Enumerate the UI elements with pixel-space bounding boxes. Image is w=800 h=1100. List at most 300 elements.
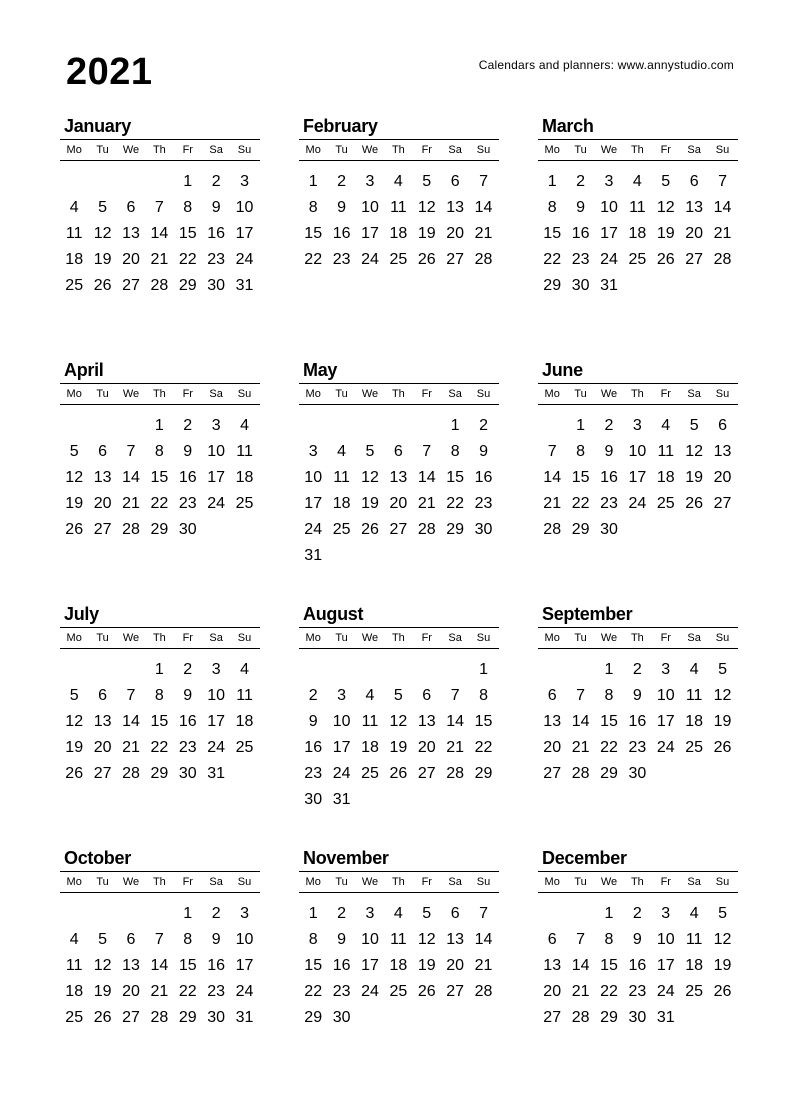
weekday-label: Su bbox=[476, 144, 491, 156]
weekday-label: Sa bbox=[209, 388, 223, 400]
weekday-label: Tu bbox=[335, 144, 348, 156]
day-cell: 18 bbox=[235, 713, 254, 730]
day-cell: 2 bbox=[632, 661, 642, 678]
day-cell: 26 bbox=[65, 521, 84, 538]
day-cell: 26 bbox=[93, 1009, 112, 1026]
day-cell: 1 bbox=[450, 417, 460, 434]
day-cell: 12 bbox=[93, 957, 112, 974]
day-cell: 13 bbox=[685, 199, 704, 216]
weekday-label: Sa bbox=[687, 876, 701, 888]
month-name: June bbox=[542, 360, 583, 380]
empty-cell bbox=[145, 901, 173, 927]
day-cell: 6 bbox=[718, 417, 727, 434]
day-cell: 8 bbox=[604, 931, 614, 948]
day-cell: 28 bbox=[713, 251, 732, 268]
weekday-label: Sa bbox=[448, 388, 462, 400]
weekday-label: We bbox=[600, 144, 618, 156]
day-cell: 14 bbox=[474, 931, 493, 948]
weekday-label: Tu bbox=[96, 632, 109, 644]
day-cell: 28 bbox=[571, 1009, 590, 1026]
weekday-label: Th bbox=[391, 632, 405, 644]
weekday-label: Sa bbox=[209, 144, 223, 156]
day-cell: 21 bbox=[713, 225, 732, 242]
month-block-july bbox=[60, 603, 260, 787]
day-cell: 3 bbox=[308, 443, 318, 460]
day-cell: 31 bbox=[332, 791, 351, 808]
day-cell: 11 bbox=[65, 957, 83, 974]
weekday-label: Mo bbox=[544, 876, 560, 888]
weekday-label: Mo bbox=[66, 388, 82, 400]
day-cell: 31 bbox=[656, 1009, 675, 1026]
day-cell: 12 bbox=[65, 469, 84, 486]
credit-text: Calendars and planners: www.annystudio.com bbox=[478, 58, 734, 72]
day-cell: 25 bbox=[235, 739, 254, 756]
weekday-label: Su bbox=[715, 144, 730, 156]
day-cell: 4 bbox=[661, 417, 671, 434]
weekday-label: We bbox=[122, 144, 140, 156]
day-cell: 29 bbox=[304, 1009, 323, 1026]
day-cell: 27 bbox=[543, 765, 562, 782]
day-cell: 28 bbox=[474, 251, 493, 268]
day-cell: 23 bbox=[628, 983, 647, 1000]
day-cell: 11 bbox=[236, 687, 253, 704]
day-cell: 18 bbox=[389, 957, 408, 974]
day-cell: 11 bbox=[685, 687, 703, 704]
weekday-label: Th bbox=[391, 388, 405, 400]
day-cell: 22 bbox=[304, 983, 323, 1000]
month-block-december bbox=[538, 847, 738, 1031]
weekday-label: Fr bbox=[660, 388, 671, 400]
day-grid bbox=[299, 901, 499, 1031]
day-cell: 5 bbox=[365, 443, 375, 460]
empty-cell bbox=[566, 901, 594, 927]
day-cell: 26 bbox=[389, 765, 408, 782]
day-cell: 13 bbox=[93, 469, 112, 486]
month-block-october bbox=[60, 847, 260, 1031]
day-cell: 17 bbox=[656, 957, 675, 974]
day-cell: 25 bbox=[389, 983, 408, 1000]
weekday-header bbox=[60, 139, 260, 161]
day-cell: 14 bbox=[474, 199, 493, 216]
day-cell: 22 bbox=[446, 495, 465, 512]
day-cell: 28 bbox=[571, 765, 590, 782]
day-cell: 9 bbox=[632, 687, 642, 704]
day-cell: 21 bbox=[446, 739, 465, 756]
day-cell: 18 bbox=[685, 713, 704, 730]
day-cell: 5 bbox=[98, 931, 108, 948]
day-cell: 18 bbox=[685, 957, 704, 974]
day-cell: 4 bbox=[240, 661, 249, 678]
day-cell: 18 bbox=[65, 983, 84, 1000]
day-cell: 4 bbox=[365, 687, 375, 704]
day-cell: 30 bbox=[332, 1009, 351, 1026]
day-cell: 19 bbox=[93, 983, 112, 1000]
day-cell: 1 bbox=[479, 661, 488, 678]
day-cell: 30 bbox=[628, 765, 647, 782]
day-cell: 21 bbox=[571, 739, 590, 756]
empty-cell bbox=[384, 413, 412, 439]
day-grid bbox=[538, 901, 738, 1031]
day-cell: 19 bbox=[389, 739, 408, 756]
day-cell: 29 bbox=[543, 277, 562, 294]
day-cell: 16 bbox=[332, 957, 351, 974]
day-cell: 28 bbox=[446, 765, 465, 782]
day-cell: 31 bbox=[304, 547, 323, 564]
day-cell: 13 bbox=[122, 957, 140, 974]
month-name: January bbox=[64, 116, 131, 136]
day-cell: 30 bbox=[474, 521, 493, 538]
day-cell: 27 bbox=[713, 495, 732, 512]
day-grid bbox=[538, 657, 738, 787]
day-grid bbox=[60, 657, 260, 787]
day-cell: 16 bbox=[304, 739, 323, 756]
day-cell: 27 bbox=[93, 765, 112, 782]
day-cell: 6 bbox=[98, 687, 108, 704]
weekday-label: Sa bbox=[209, 632, 223, 644]
day-cell: 8 bbox=[183, 931, 193, 948]
day-cell: 11 bbox=[65, 225, 83, 242]
day-cell: 26 bbox=[417, 983, 436, 1000]
month-block-september bbox=[538, 603, 738, 787]
empty-cell bbox=[538, 413, 566, 439]
day-cell: 3 bbox=[211, 417, 221, 434]
day-cell: 4 bbox=[689, 905, 699, 922]
day-cell: 5 bbox=[393, 687, 403, 704]
day-cell: 30 bbox=[628, 1009, 647, 1026]
month-name: September bbox=[542, 604, 633, 624]
day-cell: 1 bbox=[576, 417, 586, 434]
day-cell: 14 bbox=[150, 957, 169, 974]
day-cell: 16 bbox=[178, 469, 197, 486]
month-name: November bbox=[303, 848, 389, 868]
empty-cell bbox=[356, 657, 384, 683]
day-cell: 20 bbox=[543, 983, 562, 1000]
day-cell: 2 bbox=[604, 417, 614, 434]
day-cell: 12 bbox=[656, 199, 675, 216]
day-cell: 5 bbox=[422, 905, 432, 922]
day-cell: 19 bbox=[656, 225, 675, 242]
empty-cell bbox=[117, 413, 145, 439]
day-cell: 2 bbox=[183, 661, 193, 678]
day-cell: 27 bbox=[543, 1009, 562, 1026]
day-cell: 2 bbox=[576, 173, 586, 190]
day-cell: 17 bbox=[361, 957, 379, 974]
weekday-label: Su bbox=[476, 876, 491, 888]
day-cell: 2 bbox=[183, 417, 193, 434]
day-cell: 15 bbox=[178, 225, 197, 242]
day-cell: 3 bbox=[604, 173, 614, 190]
empty-cell bbox=[566, 657, 594, 683]
day-cell: 30 bbox=[178, 521, 197, 538]
weekday-label: Mo bbox=[305, 876, 321, 888]
day-cell: 20 bbox=[446, 225, 465, 242]
day-cell: 18 bbox=[656, 469, 675, 486]
day-cell: 15 bbox=[474, 713, 493, 730]
day-cell: 17 bbox=[207, 713, 226, 730]
weekday-label: Fr bbox=[660, 632, 671, 644]
day-cell: 7 bbox=[422, 443, 432, 460]
day-cell: 13 bbox=[417, 713, 436, 730]
day-cell: 3 bbox=[240, 905, 249, 922]
weekday-label: Th bbox=[152, 632, 166, 644]
month-block-august bbox=[299, 603, 499, 813]
day-cell: 25 bbox=[685, 739, 704, 756]
day-grid bbox=[60, 413, 260, 543]
day-cell: 14 bbox=[571, 713, 590, 730]
weekday-label: Tu bbox=[574, 876, 587, 888]
weekday-label: Th bbox=[391, 876, 405, 888]
day-cell: 2 bbox=[337, 905, 347, 922]
day-cell: 5 bbox=[98, 199, 108, 216]
weekday-label: Mo bbox=[544, 144, 560, 156]
day-cell: 31 bbox=[235, 1009, 254, 1026]
weekday-header bbox=[299, 627, 499, 649]
day-grid bbox=[60, 169, 260, 299]
weekday-label: Su bbox=[237, 388, 252, 400]
day-cell: 25 bbox=[628, 251, 647, 268]
empty-cell bbox=[88, 413, 116, 439]
day-cell: 9 bbox=[576, 199, 586, 216]
day-cell: 1 bbox=[183, 173, 193, 190]
day-cell: 22 bbox=[600, 739, 618, 756]
weekday-label: Fr bbox=[182, 876, 193, 888]
day-cell: 15 bbox=[446, 469, 465, 486]
weekday-label: Mo bbox=[305, 144, 321, 156]
day-cell: 12 bbox=[685, 443, 704, 460]
day-cell: 14 bbox=[543, 469, 562, 486]
month-name: October bbox=[64, 848, 131, 868]
day-cell: 4 bbox=[632, 173, 642, 190]
day-cell: 3 bbox=[240, 173, 249, 190]
weekday-label: Su bbox=[476, 388, 491, 400]
day-cell: 8 bbox=[576, 443, 586, 460]
day-cell: 22 bbox=[571, 495, 590, 512]
day-cell: 21 bbox=[122, 739, 140, 756]
day-cell: 30 bbox=[304, 791, 323, 808]
day-cell: 23 bbox=[474, 495, 493, 512]
day-cell: 19 bbox=[93, 251, 112, 268]
empty-cell bbox=[60, 413, 88, 439]
weekday-label: We bbox=[361, 388, 379, 400]
day-cell: 4 bbox=[393, 905, 403, 922]
day-cell: 13 bbox=[389, 469, 408, 486]
day-cell: 16 bbox=[628, 713, 647, 730]
day-cell: 20 bbox=[713, 469, 732, 486]
day-cell: 8 bbox=[479, 687, 488, 704]
day-cell: 7 bbox=[126, 443, 136, 460]
day-cell: 3 bbox=[337, 687, 347, 704]
day-cell: 29 bbox=[446, 521, 465, 538]
day-cell: 23 bbox=[600, 495, 618, 512]
day-cell: 11 bbox=[236, 443, 253, 460]
day-cell: 14 bbox=[417, 469, 436, 486]
weekday-label: Tu bbox=[335, 632, 348, 644]
day-cell: 5 bbox=[69, 687, 79, 704]
empty-cell bbox=[117, 657, 145, 683]
weekday-label: Th bbox=[630, 632, 644, 644]
day-cell: 10 bbox=[207, 443, 226, 460]
day-cell: 10 bbox=[332, 713, 351, 730]
day-cell: 16 bbox=[332, 225, 351, 242]
day-cell: 21 bbox=[474, 225, 493, 242]
day-cell: 27 bbox=[93, 521, 112, 538]
day-cell: 6 bbox=[98, 443, 108, 460]
weekday-label: Sa bbox=[448, 876, 462, 888]
weekday-label: Tu bbox=[96, 388, 109, 400]
day-cell: 19 bbox=[713, 957, 732, 974]
day-cell: 3 bbox=[365, 905, 375, 922]
day-cell: 7 bbox=[154, 931, 164, 948]
day-cell: 24 bbox=[235, 251, 254, 268]
day-cell: 12 bbox=[93, 225, 112, 242]
day-cell: 7 bbox=[126, 687, 136, 704]
empty-cell bbox=[413, 657, 441, 683]
day-cell: 9 bbox=[211, 931, 221, 948]
day-cell: 10 bbox=[600, 199, 618, 216]
day-cell: 6 bbox=[547, 687, 557, 704]
month-block-april bbox=[60, 359, 260, 543]
day-cell: 13 bbox=[446, 931, 465, 948]
day-cell: 16 bbox=[178, 713, 197, 730]
day-cell: 13 bbox=[543, 713, 562, 730]
weekday-label: Sa bbox=[448, 632, 462, 644]
month-block-february bbox=[299, 115, 499, 273]
day-cell: 6 bbox=[450, 173, 460, 190]
weekday-label: Mo bbox=[305, 632, 321, 644]
day-cell: 26 bbox=[713, 983, 732, 1000]
day-cell: 25 bbox=[65, 277, 84, 294]
weekday-label: Fr bbox=[421, 632, 432, 644]
day-cell: 20 bbox=[417, 739, 436, 756]
empty-cell bbox=[299, 413, 327, 439]
day-cell: 7 bbox=[718, 173, 727, 190]
day-cell: 31 bbox=[600, 277, 618, 294]
day-cell: 5 bbox=[422, 173, 432, 190]
weekday-label: Su bbox=[476, 632, 491, 644]
day-cell: 13 bbox=[446, 199, 465, 216]
day-cell: 28 bbox=[150, 1009, 169, 1026]
day-cell: 26 bbox=[361, 521, 379, 538]
day-cell: 16 bbox=[207, 225, 226, 242]
day-cell: 22 bbox=[543, 251, 562, 268]
weekday-label: We bbox=[361, 876, 379, 888]
day-cell: 27 bbox=[446, 251, 465, 268]
day-cell: 1 bbox=[154, 417, 164, 434]
weekday-label: Sa bbox=[209, 876, 223, 888]
day-cell: 4 bbox=[69, 931, 79, 948]
day-cell: 26 bbox=[685, 495, 704, 512]
day-cell: 9 bbox=[632, 931, 642, 948]
weekday-label: Mo bbox=[544, 388, 560, 400]
empty-cell bbox=[60, 657, 88, 683]
empty-cell bbox=[441, 657, 469, 683]
weekday-label: Su bbox=[715, 876, 730, 888]
weekday-label: Tu bbox=[574, 632, 587, 644]
weekday-label: Th bbox=[152, 144, 166, 156]
weekday-label: We bbox=[122, 388, 140, 400]
month-name: August bbox=[303, 604, 364, 624]
day-cell: 20 bbox=[685, 225, 704, 242]
empty-cell bbox=[88, 901, 116, 927]
day-cell: 7 bbox=[576, 931, 586, 948]
day-cell: 29 bbox=[474, 765, 493, 782]
day-cell: 23 bbox=[178, 739, 197, 756]
day-cell: 24 bbox=[207, 739, 226, 756]
day-cell: 5 bbox=[689, 417, 699, 434]
day-cell: 7 bbox=[547, 443, 557, 460]
day-cell: 17 bbox=[361, 225, 379, 242]
day-cell: 24 bbox=[656, 739, 675, 756]
day-cell: 27 bbox=[685, 251, 704, 268]
day-cell: 26 bbox=[93, 277, 112, 294]
weekday-header bbox=[60, 383, 260, 405]
day-cell: 6 bbox=[126, 199, 136, 216]
weekday-label: Su bbox=[237, 144, 252, 156]
weekday-label: Th bbox=[391, 144, 405, 156]
day-cell: 30 bbox=[571, 277, 590, 294]
empty-cell bbox=[327, 413, 355, 439]
day-cell: 19 bbox=[361, 495, 379, 512]
day-cell: 16 bbox=[600, 469, 618, 486]
day-cell: 11 bbox=[657, 443, 675, 460]
day-cell: 23 bbox=[304, 765, 323, 782]
weekday-label: Su bbox=[715, 388, 730, 400]
day-cell: 19 bbox=[685, 469, 704, 486]
weekday-label: Fr bbox=[421, 876, 432, 888]
day-cell: 11 bbox=[390, 931, 407, 948]
day-cell: 10 bbox=[207, 687, 226, 704]
day-cell: 20 bbox=[543, 739, 562, 756]
empty-cell bbox=[60, 169, 88, 195]
empty-cell bbox=[384, 657, 412, 683]
day-cell: 17 bbox=[207, 469, 226, 486]
day-cell: 6 bbox=[689, 173, 699, 190]
day-cell: 4 bbox=[337, 443, 347, 460]
day-cell: 22 bbox=[474, 739, 493, 756]
day-cell: 1 bbox=[604, 661, 614, 678]
day-cell: 11 bbox=[629, 199, 646, 216]
weekday-label: Mo bbox=[66, 876, 82, 888]
empty-cell bbox=[299, 657, 327, 683]
day-cell: 29 bbox=[178, 1009, 197, 1026]
day-cell: 4 bbox=[393, 173, 403, 190]
day-grid bbox=[299, 169, 499, 273]
day-cell: 10 bbox=[235, 931, 254, 948]
day-cell: 21 bbox=[571, 983, 590, 1000]
day-cell: 28 bbox=[150, 277, 169, 294]
day-cell: 1 bbox=[547, 173, 557, 190]
month-name: March bbox=[542, 116, 594, 136]
day-cell: 8 bbox=[154, 443, 164, 460]
day-cell: 5 bbox=[718, 661, 727, 678]
day-cell: 27 bbox=[122, 1009, 140, 1026]
day-cell: 9 bbox=[183, 687, 193, 704]
day-grid bbox=[60, 901, 260, 1031]
empty-cell bbox=[538, 901, 566, 927]
day-cell: 7 bbox=[479, 173, 488, 190]
day-cell: 3 bbox=[661, 661, 671, 678]
day-grid bbox=[299, 413, 499, 569]
day-cell: 16 bbox=[571, 225, 590, 242]
weekday-label: Fr bbox=[182, 144, 193, 156]
day-cell: 20 bbox=[93, 495, 112, 512]
day-cell: 19 bbox=[713, 713, 732, 730]
weekday-label: We bbox=[600, 876, 618, 888]
day-cell: 22 bbox=[178, 983, 197, 1000]
weekday-label: Sa bbox=[687, 632, 701, 644]
empty-cell bbox=[117, 169, 145, 195]
weekday-label: Mo bbox=[66, 144, 82, 156]
